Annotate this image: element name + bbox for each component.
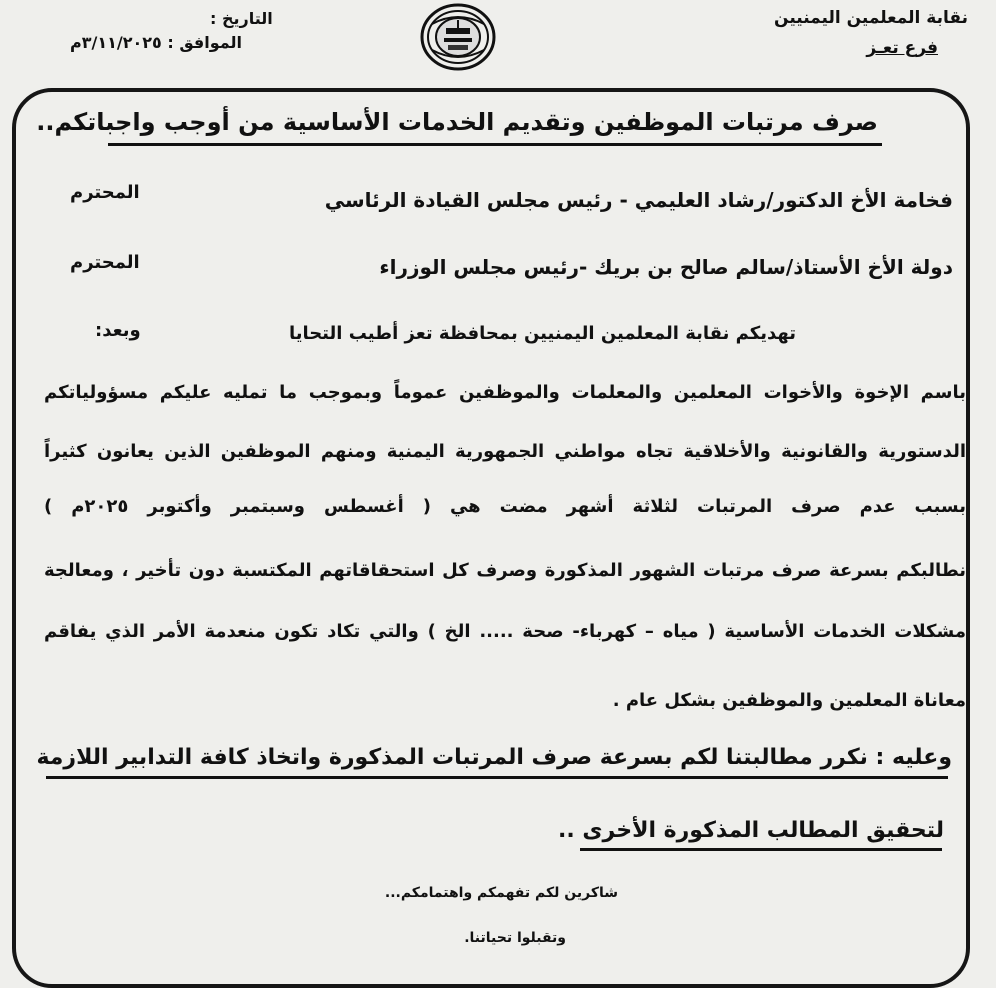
after-greeting: وبعد: — [95, 320, 141, 341]
body-line: نطالبكم بسرعة صرف مرتبات الشهور المذكورة وصرف كل استحقاقاتهم المكتسبة دون تأخير ، ومعالجة — [44, 560, 966, 581]
honorific-president: المحترم — [70, 182, 140, 203]
subject-underline — [108, 143, 882, 146]
conclusion: وعليه : نكرر مطالبتنا لكم بسرعة صرف المرتبات المذكورة واتخاذ كافة التدابير اللازمة — [36, 745, 952, 770]
body-line: باسم الإخوة والأخوات المعلمين والمعلمات والموظفين عموماً وبموجب ما تمليه عليكم مسؤولياتكم — [44, 382, 966, 403]
date-value: الموافق : ٣/١١/٢٠٢٥م — [70, 33, 242, 52]
body-line: بسبب عدم صرف المرتبات لثلاثة أشهر مضت هي ( أغسطس وسبتمبر وأكتوبر ٢٠٢٥م ) — [44, 496, 966, 517]
honorific-prime-minister: المحترم — [70, 252, 140, 273]
org-name: نقابة المعلمين اليمنيين — [774, 8, 968, 28]
letter-frame — [12, 88, 970, 988]
body-line: مشكلات الخدمات الأساسية ( مياه – كهرباء- صحة ..... الخ ) والتي تكاد تكون منعدمة الأمر الذي يفاقم — [44, 621, 966, 642]
letter-subject: صرف مرتبات الموظفين وتقديم الخدمات الأساسية من أوجب واجباتكم.. — [36, 108, 878, 136]
addressee-president: فخامة الأخ الدكتور/رشاد العليمي - رئيس مجلس القيادة الرئاسي — [324, 188, 953, 212]
conclusion-continued: لتحقيق المطالب المذكورة الأخرى .. — [557, 818, 944, 843]
union-emblem-logo — [418, 2, 498, 72]
conclusion-underline — [46, 776, 948, 779]
date-label: التاريخ : — [210, 9, 273, 28]
greeting: تهديكم نقابة المعلمين اليمنيين بمحافظة تعز أطيب التحايا — [288, 323, 796, 344]
conclusion-continued-underline — [580, 848, 942, 851]
regards-line: وتقبلوا تحياتنا. — [464, 930, 566, 946]
org-branch: فرع تعـز — [866, 38, 938, 58]
body-line: معاناة المعلمين والموظفين بشكل عام . — [612, 690, 966, 711]
addressee-prime-minister: دولة الأخ الأستاذ/سالم صالح بن بريك -رئيس مجلس الوزراء — [379, 255, 953, 279]
body-line: الدستورية والقانونية والأخلاقية تجاه مواطني الجمهورية اليمنية ومنهم الموظفين الذين يعانون كثيراً — [44, 441, 966, 462]
thanks-line: شاكرين لكم تفهمكم واهتمامكم... — [384, 885, 618, 901]
